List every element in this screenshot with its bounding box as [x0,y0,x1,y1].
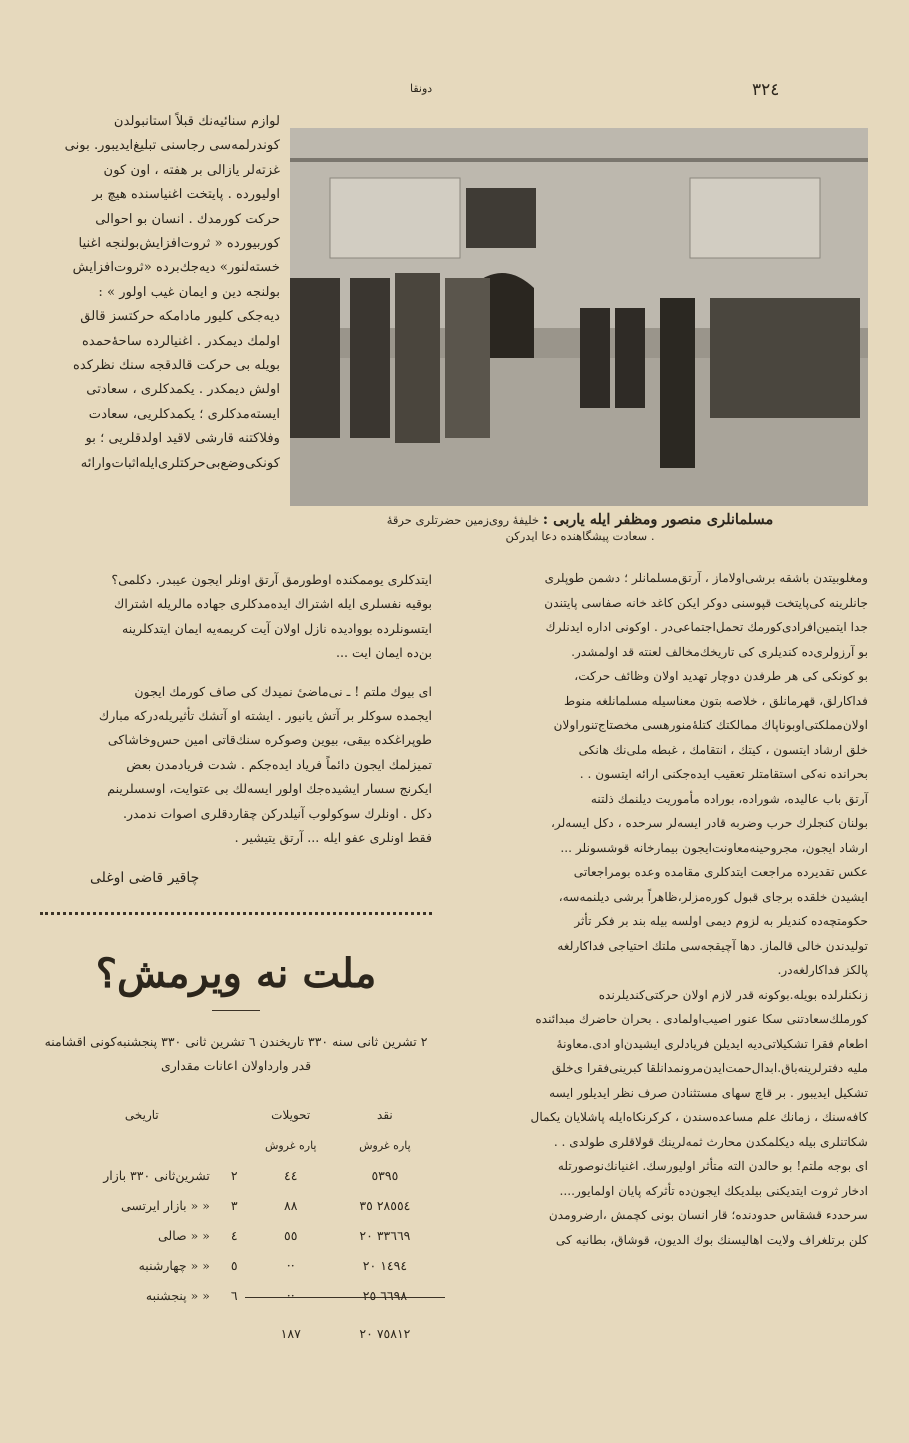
caption-line1: خلیفهٔ روی‌زمین حضرتلری حرقهٔ [386,513,540,527]
text-line: بویله بی حرکت قالدقجه سنك نظرکده [72,358,280,374]
text-line: شکاتنلری بیله دیکلمکدن محارث ثمه‌لرینك قولاقلری طولدی . . [553,1134,868,1149]
text-line: ای بوجه ملتم! بو حالدن الته متأثر اولیورسك. اغنیانك‌نوصورتله [557,1159,868,1173]
table-row [40,1190,432,1220]
author-signature: چاقیر قاضی اوغلی [90,870,200,886]
text-line: خلق ارشاد ایتسون ، کیتك ، انتقامك ، غبطه ملی‌نك هانکی [578,742,868,757]
cell-nakd: ۳۳٦٦٩ ۲۰ [359,1227,411,1243]
cell-num: ۳ [230,1197,238,1213]
text-line: اطعام فقرا تشکیلاتی‌دیه ایدیلن فریادلری ایشیدن‌او ادی.معاونهٔ [556,1036,868,1051]
text-line: ایشیدن خلقده برجای قبول کوره‌مزلر،ظاهراً برشی دیلنمه‌سه، [558,889,868,904]
text-line: طوپراغکده بیقی، بیوین وصوکره سنك‌قاتی امین حس‌وخاشاکی [107,732,432,748]
text-line: سرحددء قشقاس حدودنده؛ قار انسان بونی‌ کچمش ،ارضرومدن [548,1208,868,1222]
cell-tahvil: ۸۸ [284,1197,298,1213]
text-line: ومغلوبیتدن باشقه برشی‌اولاماز ، آرتق‌مسلمانلر ؛ دشمن طوپلری [544,571,868,585]
text-line: بحرانده نه‌کی استقامتلر تعقیب ایده‌جکنی ارائه ایتسون . . [579,767,868,781]
text-line: کافه‌سنك ، زمانك علم مساعده‌سندن ، کرکرنکاه‌ایله پاشلایان یکمال [530,1110,868,1124]
text-line: بن‌ده ایمان ایت ... [335,645,432,661]
text-line: دکل . اونلرك سوکولوب آنیلدرکن چقاردقلری اصوات ندمدر. [122,805,432,821]
text-line: بو آرزولری‌ده کندیلری کی تاریخك‌مخالف لعنته قد اولمشدر. [571,644,868,659]
text-line: خسته‌لنور» دیه‌جك‌برده «ثروت‌افزایش [72,260,280,276]
cell-nakd: ٦٦۹۸ ۲٥ [362,1287,408,1303]
text-line: بوقیه نفسلری ایله اشتراك ایده‌مدکلری جهاده مالریله اشتراك [114,596,432,612]
left-column-top [40,110,280,476]
caption-line2: سعادت پیشگاهنده دعا ایدرکن . [505,529,655,543]
text-line: غزته‌لر یازالی بر هفته ، اون کون [103,162,280,178]
cell-num: ٦ [230,1287,238,1303]
text-line: ایسته‌مدکلری ؛ یکمدکلریی، سعادت [88,406,280,422]
text-line: پالکز فداکارلغه‌در. [777,963,868,977]
header-tahvil: تحویلات [271,1108,311,1122]
text-line: زنکنلرلده بویله.بوکونه قدر لازم اولان حرکتی‌کندیلرنده [598,987,868,1002]
text-line: ملیه دفتر‌لرینه‌باق.ابدال‌حمت‌ایدن‌مرونمدانلقا کبرینی‌فقرا ی‌خلق [551,1061,868,1075]
text-line: تشکیل ایدیبور . بر قاچ سهای مستثنادن صرف نظر ایدیلور ایسه [549,1085,868,1100]
cell-date: « « بازار ایرتسی [120,1197,210,1213]
cell-num: ٤ [230,1227,238,1243]
header-date: تاریخی [124,1108,159,1122]
article-title: ملت نه ویرمش؟ [95,950,377,997]
text-line: ایتسونلرده بوواديده نازل اولان آیت کریمه‌یه ایمان ایتدکلرینه [122,620,432,636]
cell-tahvil: ٥٥ [284,1227,298,1243]
section-divider [40,912,432,915]
text-line: اولیورده . پایتخت اغنیاسنده هیچ بر [92,187,280,203]
text-line: فقط اونلری عفو ایله ... آرتق یتیشیر . [234,830,432,846]
total-rule [245,1297,445,1298]
total-tahvil: ۱۸۷ [280,1325,301,1341]
text-line: اولمك دیمکدر . اغنیالرده ساحهٔ‌حمده [82,333,280,349]
cell-nakd: ۲۸٥٥٤ ۳٥ [359,1197,411,1213]
text-line: ارشاد ایجون، مجروحینه‌معاونت‌ایجون بیمارخانه قوشسونلر ... [560,840,868,855]
subheader-tahvil: پاره غروش [264,1138,317,1152]
text-line: حکومتچه‌ده کندیلر به لزوم دیمی اولسه بیله بند بر فکر تأثر [574,914,868,928]
cell-date: « « چهارشنبه [138,1257,210,1273]
caption-headline: مسلمانلری منصور ومظفر ایله یاربی : [542,511,774,528]
text-line: کوندرلمه‌سی رجاسنی تبلیغ‌ایدیبور. بونی [64,138,280,154]
text-line: ایجمده سوکلر بر آتش یانیور . ایشته او آتشك تأثیریله‌درکه مبارك [98,708,432,724]
text-line: جانلرینه کی‌پایتخت قپوسنی دوکر ایکن کاغد خانه صفاسی پایتندن [544,595,868,610]
text-line: عکس تقدیرده مراجعت ایتدکلری مقامده وعده بومراجعاتی [573,865,868,879]
cell-date: تشرین‌ثانی ۳۳۰ بازار [103,1167,210,1183]
text-line: ای بیوك ملتم ! ـ نی‌ماضی‌ٔ نمیدك کی صاف کورمك ایجون [134,683,432,699]
cell-tahvil: ·· [286,1287,295,1303]
running-title: دونقا [410,82,433,95]
text-line: کوربیورده « ثروت‌افزایش‌بولنجه اغنیا [78,236,280,252]
cell-nakd: ۱٤۹٤ ۲۰ [362,1257,408,1273]
text-line: ایتدکلری یوممکنده اوطورمق آرتق اونلر ایجون عیبدر. دکلمی؟ [111,572,432,587]
cell-date: « « پنجشنبه [145,1287,210,1303]
text-line: ادخار ثروت ایتدیکنی بیلدیکك ایجون‌ده تأثرکه پایان اولمایور.... [559,1183,868,1198]
donations-intro: ۲ تشرین ثانی سنه ۳۳۰ تاریخندن ٦ تشرین ثانی ۳۳۰ پنجشنبه‌کونی اقشامنه قدر وارداولان اعانات مقداری [44,1034,428,1073]
text-line: آرتق باب عالیده، شوراده، بوراده مأموریت دیلنمك ذلتنه [590,791,868,806]
left-column-mid [40,568,432,850]
text-line: دیه‌جکی کلیور مادامکه حرکتسز قالق [80,309,280,325]
text-line: جدا ایتمین‌افرادی‌کورمك تحمل‌اجتماعی‌در . اوکونی اداره ایدنلرك [545,620,868,634]
cell-num: ۲ [230,1167,238,1183]
photograph [290,128,868,506]
text-line: کورملك‌سعادتنی سکا عنور اصیب‌اولمادی . بحران حاضرك مبدائنده [535,1012,868,1026]
table-total-row [40,1310,432,1348]
text-line: کونکی‌وضع‌بی‌حرکتلری‌ایله‌اثبات‌وارائه [80,455,280,471]
text-line: ایکرنج سسار ایشیده‌جك اولور ایسه‌لك بی عتوایت، اوسسلرینم [107,781,432,797]
page-number: ۳۲٤ [752,80,780,100]
photograph-illustration [290,128,868,506]
text-line: وفلاکتنه قارشی لاقید اولدقلریی ؛ بو [85,431,280,447]
text-line: بو کونکی کی هر طرفدن دوچار تهدید اولان وظائف حرکت، [574,669,868,683]
text-line: فداکارلق، قهرمانلق ، خلاصه بتون معناسیله مسلمانلغه منوط [564,693,868,708]
header-nakd: نقد [377,1108,393,1122]
text-line: بولنان کنجلرك حرب وضربه قادر ایسه‌لر سرحده ، دکل ایسه‌لر، [550,816,868,830]
text-line: بولنجه دین و ایمان غیب اولور » : [98,284,280,300]
text-line: کلن برتلغراف ولایت اهالیسنك بوك الدیون، قوشاق، بطانیه کی [555,1232,868,1247]
cell-tahvil: ٤٤ [284,1167,298,1183]
text-line: اولان‌مملکتی‌اوبو‌ناپاك ممالکتك کتلهٔ‌منورهسی مخصتاج‌تنور‌اولان [553,718,868,732]
right-column [448,566,868,1252]
cell-date: « « صالی [157,1227,210,1243]
cell-tahvil: ·· [286,1257,295,1273]
total-nakd: ۷٥۸۱۲ ۲۰ [359,1325,411,1341]
table-row [40,1220,432,1250]
photo-caption [300,512,860,544]
table-row [40,1280,432,1310]
table-row [40,1160,432,1190]
text-line: تولیدندن خالی قالماز. دها آچیقجه‌سی ملتك احتیاجی فداکارلغه [557,938,868,953]
text-line: اولش دیمکدر . یکمدکلری ، سعادتی [86,382,280,398]
donations-table [40,1100,432,1348]
cell-num: ٥ [230,1257,238,1273]
table-row [40,1250,432,1280]
subheader-nakd: پاره غروش [359,1138,411,1152]
text-line: لوازم سنائیه‌نك قبلاً استانبولدن [113,114,280,129]
text-line: حرکت کورمدك . انسان بو احوالی [95,211,280,227]
text-line: تمیزلمك ایجون دائماً فریاد ایده‌جکم . شدت فریادمدن بعض [126,756,432,772]
title-rule [212,1010,260,1011]
cell-nakd: ٥٣٩٥ [371,1167,399,1183]
